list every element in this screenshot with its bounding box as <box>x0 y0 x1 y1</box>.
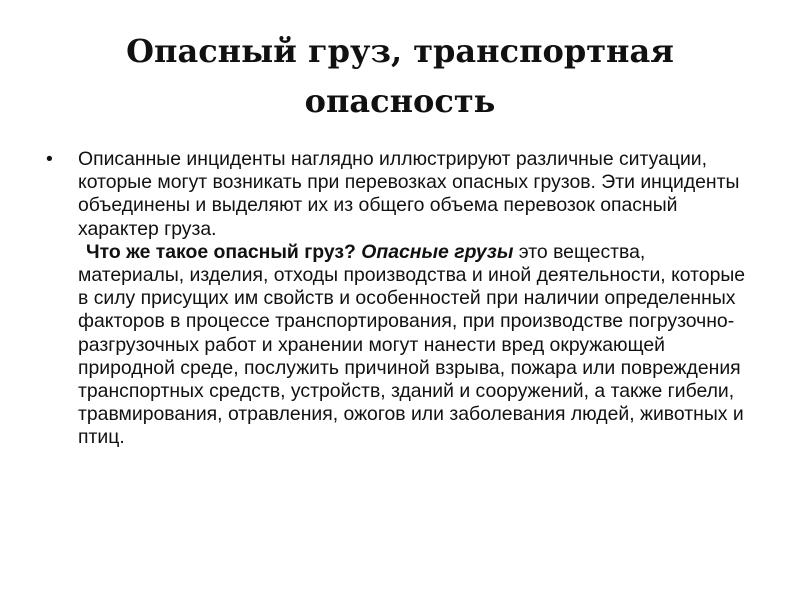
intro-paragraph: Описанные инциденты наглядно иллюстрируют различные ситуации, которые могут возникать при перевозках опасных грузов. Эти инциденты объединены и выделяют их из общего объема перевозок опасный характер груза. <box>78 148 740 240</box>
definition-question: Что же такое опасный груз? <box>86 240 356 263</box>
bullet-item <box>46 148 756 450</box>
slide-title <box>40 26 760 126</box>
bullet-text <box>78 148 756 450</box>
definition-text: это вещества, материалы, изделия, отходы производства и иной деятельности, которые в силу присущих им свойств и особенностей при наличии определенных факторов в процессе транспортирования, при производстве погрузочно-разгрузочных работ и хранении могут нанести вред окружающей природной среде, послужить причиной взрыва, пожара или повреждения транспортных средств, устройств, зданий и сооружений, а также гибели, травмирования, отравления, ожогов или заболевания людей, животных и птиц. <box>78 240 746 449</box>
slide-body <box>46 148 756 450</box>
title-line-1: Опасный груз, транспортная <box>126 32 674 70</box>
title-line-2: опасность <box>304 82 496 120</box>
definition-paragraph <box>78 241 756 450</box>
definition-term: Опасные грузы <box>361 240 514 263</box>
bullet-icon: • <box>46 148 53 170</box>
